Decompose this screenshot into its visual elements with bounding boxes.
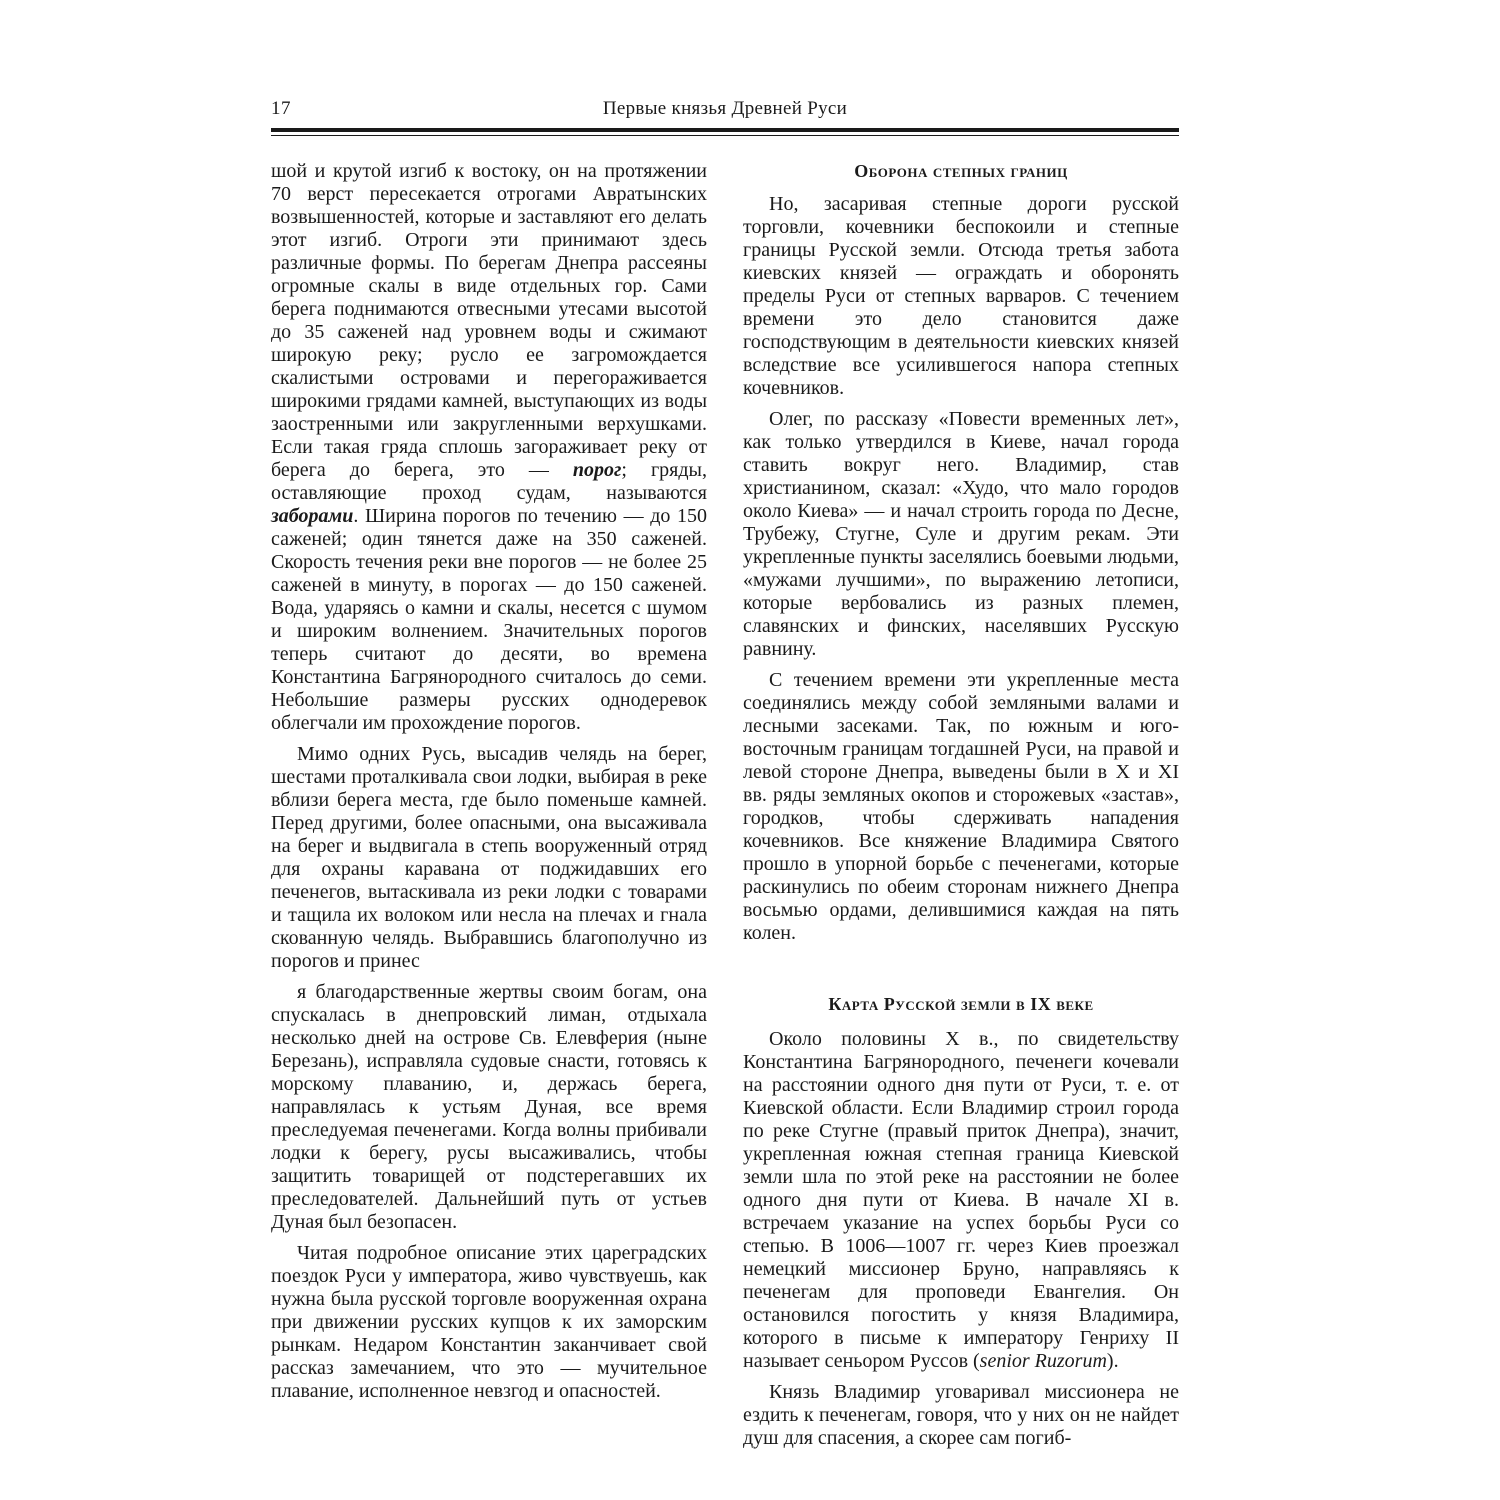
paragraph: шой и крутой изгиб к востоку, он на протяжении 70 верст пересекается отрогами Авратынских возвышенностей, которые и заставляют его делать этот изгиб. Отроги эти принимают здесь различные формы. По берегам Днепра рассеяны огромные скалы в виде отдельных гор. Сами берега поднимаются отвесными утесами высотой до 35 саженей над уровнем воды и сжимают широкую реку; русло ее загромождается скалистыми островами и перегораживается широкими грядами камней, выступающих из воды заостренными или закругленными верхушками. Если такая гряда сплошь загораживает реку от берега до берега, это — порог; гряды, оставляющие проход судам, называются заборами. Ширина порогов по течению — до 150 саженей; один тянется даже на 350 саженей. Скорость течения реки вне порогов — не более 25 саженей в минуту, в порогах — до 150 саженей. Вода, ударяясь о камни и скалы, несется с шумом и широким волнением. Значительных порогов теперь считают до десяти, во времена Константина Багрянородного считалось до семи. Небольшие размеры русских однодеревок облегчали им прохождение порогов. — [271, 160, 707, 734]
header-rule-thick — [271, 128, 1179, 132]
paragraph: Около половины X в., по свидетельству Константина Багрянородного, печенеги кочевали на расстоянии одного дня пути от Руси, т. е. от Киевской области. Если Владимир строил города по реке Стугне (правый приток Днепра), значит, укрепленная южная степная граница Киевской земли шла по этой реке на расстоянии не более одного дня пути от Киева. В начале XI в. встречаем указание на успех борьбы Руси со степью. В 1006—1007 гг. через Киев проезжал немецкий миссионер Бруно, направляясь к печенегам для проповеди Евангелия. Он остановился погостить у князя Владимира, которого в письме к императору Генриху II называет сеньором Руссов (senior Ruzorum). — [743, 1028, 1179, 1372]
latin-phrase: senior Ruzorum — [979, 1350, 1107, 1372]
emphasis-term: заборами — [271, 505, 354, 527]
left-column — [271, 160, 707, 1403]
header-rule-thin — [271, 135, 1179, 136]
paragraph: Князь Владимир уговаривал миссионера не ездить к печенегам, говоря, что у них он не найдет душ для спасения, а скорее сам погиб- — [743, 1381, 1179, 1449]
emphasis-term: порог — [572, 459, 622, 481]
paragraph: С течением времени эти укрепленные места соединялись между собой земляными валами и лесными засеками. Так, по южным и юго-восточным границам тогдашней Руси, на правой и левой стороне Днепра, выведены были в X и XI вв. ряды земляных окопов и сторожевых «застав», городков, чтобы сдерживать нападения кочевников. Все княжение Владимира Святого прошло в упорной борьбе с печенегами, которые раскинулись по обеим сторонам нижнего Днепра восьмью ордами, делившимися каждая на пять колен. — [743, 669, 1179, 944]
section-heading: Карта Русской земли в IX веке — [828, 994, 1094, 1014]
paragraph: я благодарственные жертвы своим богам, она спускалась в днепровский лиман, отдыхала несколько дней на острове Св. Елевферия (ныне Березань), исправляла судовые снасти, готовясь к морскому плаванию, и, держась берега, направлялась к устьям Дуная, все время преследуемая печенегами. Когда волны прибивали лодки к берегу, русы высаживались, чтобы защитить товарищей от подстерегавших их преследователей. Дальнейший путь от устьев Дуная был безопасен. — [271, 981, 707, 1233]
paragraph: Мимо одних Русь, высадив челядь на берег, шестами проталкивала свои лодки, выбирая в реке вблизи берега места, где было поменьше камней. Перед другими, более опасными, она высаживала на берег и выдвигала в степь вооруженный отряд для охраны каравана от поджидавших его печенегов, вытаскивала из реки лодки с товарами и тащила их волоком или несла на плечах и гнала скованную челядь. Выбравшись благополучно из порогов и принес — [271, 743, 707, 972]
section-heading: Оборона степных границ — [854, 161, 1068, 181]
paragraph: Читая подробное описание этих цареградских поездок Руси у императора, живо чувствуешь, как нужна была русской торговле вооруженная охрана при движении русских купцов к их заморским рынкам. Недаром Константин заканчивает свой рассказ замечанием, что это — мучительное плавание, исполненное невзгод и опасностей. — [271, 1242, 707, 1402]
right-column — [743, 160, 1179, 1450]
paragraph: Олег, по рассказу «Повести временных лет», как только утвердился в Киеве, начал города ставить вокруг него. Владимир, став христианином, сказал: «Худо, что мало городов около Киева» — и начал строить города по Десне, Трубежу, Стугне, Суле и другим рекам. Эти укрепленные пункты заселялись боевыми людьми, «мужами лучшими», по выражению летописи, которые вербовались из разных племен, славянских и финских, населявших Русскую равнину. — [743, 408, 1179, 660]
paragraph: Но, засаривая степные дороги русской торговли, кочевники беспокоили и степные границы Русской земли. Отсюда третья забота киевских князей — ограждать и оборонять пределы Руси от степных варваров. С течением времени это дело становится даже господствующим в деятельности киевских князей вследствие все усилившегося напора степных кочевников. — [743, 193, 1179, 399]
running-header — [271, 96, 1179, 126]
page-number: 17 — [271, 98, 291, 119]
running-title: Первые князья Древней Руси — [602, 98, 848, 119]
